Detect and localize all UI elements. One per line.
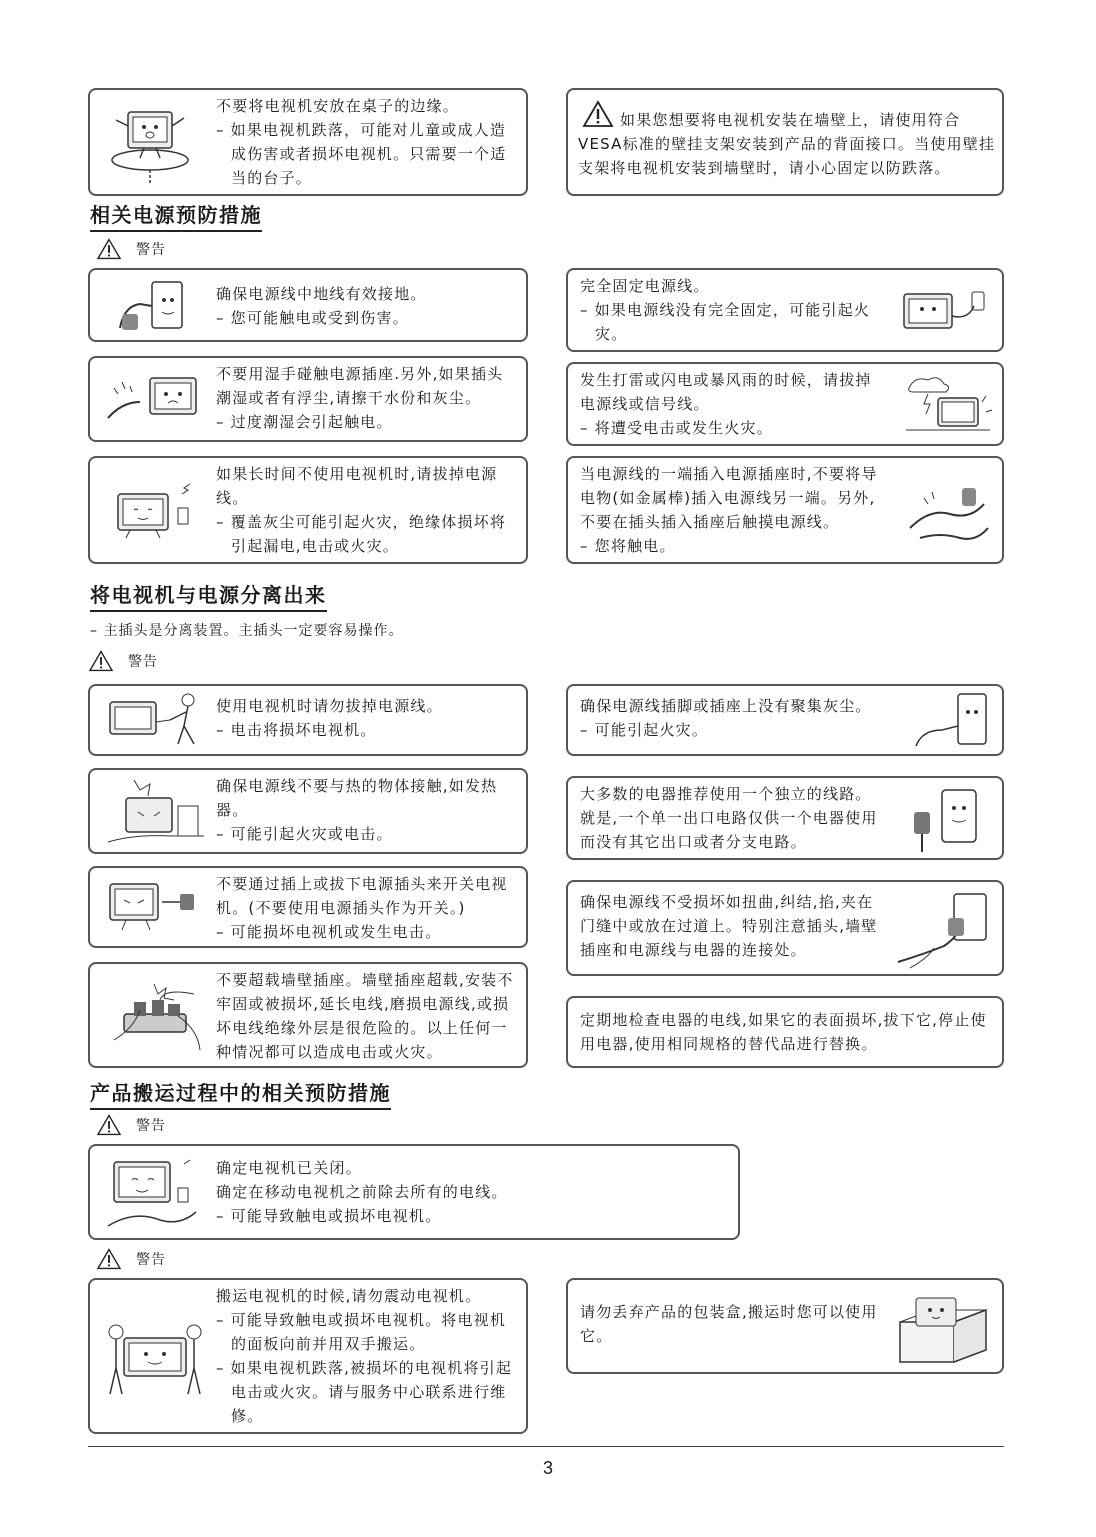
text-line: 确保电源线不要与热的物体接触,如发热器。 bbox=[216, 777, 498, 819]
section-title: 相关电源预防措施 bbox=[90, 202, 262, 232]
two-people-carrying-tv-illustration bbox=[102, 1314, 208, 1404]
text-line: 确定在移动电视机之前除去所有的电线。 bbox=[216, 1183, 508, 1201]
text-line: 确保电源线中地线有效接地。 bbox=[216, 285, 427, 303]
warning-text: 警告 bbox=[136, 1252, 166, 1268]
s2-box-text bbox=[580, 782, 884, 854]
text-line: – 可能导致触电或损坏电视机。将电视机的面板向前并用双手搬运。 bbox=[216, 1311, 507, 1353]
s1-box-text bbox=[580, 274, 880, 346]
intro-right-text bbox=[578, 108, 996, 180]
wet-hand-tv-illustration bbox=[104, 368, 204, 434]
tv-on-table-illustration bbox=[104, 98, 196, 186]
s1-box-text bbox=[216, 282, 516, 330]
text-line: 不要将电视机安放在桌子的边缘。 bbox=[216, 97, 460, 115]
text-line: 确定电视机已关闭。 bbox=[216, 1159, 362, 1177]
text-line: – 过度潮湿会引起触电。 bbox=[216, 413, 393, 431]
page-number: 3 bbox=[542, 1458, 553, 1478]
text-line: – 电击将损坏电视机。 bbox=[216, 721, 377, 739]
tv-cables-removed-illustration bbox=[104, 1154, 204, 1234]
s1-box-text bbox=[580, 462, 886, 558]
s2-box-cord-damage bbox=[566, 880, 1004, 976]
text-line: 不要通过插上或拔下电源插头来开关电视机。(不要使用电源插头作为开关。) bbox=[216, 875, 508, 917]
text-line: 确保电源线插脚或插座上没有聚集灰尘。 bbox=[580, 697, 872, 715]
section-note: – 主插头是分离装置。主插头一定要容易操作。 bbox=[90, 623, 404, 639]
plug-socket-illustration bbox=[112, 276, 192, 338]
text-line: 不要用湿手碰触电源插座.另外,如果插头潮湿或者有浮尘,请擦干水份和灰尘。 bbox=[216, 365, 504, 407]
text-line: – 如果电源线没有完全固定，可能引起火灾。 bbox=[580, 301, 871, 343]
text-line: 不要超载墙壁插座。墙壁插座超载,安装不牢固或被损坏,延长电线,磨损电源线,或损坏电线绝缘外层是很危险的。以上任何一种情况都可以造成电击或火灾。 bbox=[216, 971, 514, 1061]
s2-box-text bbox=[580, 890, 888, 962]
text-line: 使用电视机时请勿拔掉电源线。 bbox=[216, 697, 443, 715]
warning-triangle-icon bbox=[96, 238, 122, 260]
text-line: – 可能导致触电或损坏电视机。 bbox=[216, 1207, 442, 1225]
s2-box-no-unplug bbox=[88, 684, 528, 756]
s1-box-unplug-long bbox=[88, 456, 528, 564]
s3-box-text bbox=[216, 1284, 518, 1428]
person-unplugging-tv-illustration bbox=[104, 690, 204, 752]
warning-label bbox=[96, 238, 166, 260]
warning-triangle-icon bbox=[96, 1248, 122, 1270]
s2-box-heat bbox=[88, 768, 528, 854]
text-line: – 将遭受电击或发生火灾。 bbox=[580, 419, 773, 437]
warning-triangle-icon bbox=[88, 650, 114, 672]
text-line: – 如果电视机跌落，可能对儿童或成人造成伤害或者损坏电视机。只需要一个适当的台子。 bbox=[216, 121, 507, 187]
tv-in-box-illustration bbox=[894, 1292, 996, 1364]
s1-box-grounding bbox=[88, 268, 528, 342]
s1-box-secure-cord bbox=[566, 268, 1004, 352]
plug-outlet-illustration bbox=[906, 784, 994, 856]
text-line: 确保电源线不受损坏如扭曲,纠结,掐,夹在门缝中或放在过道上。特别注意插头,墙壁插座和电源线与电器的连接处。 bbox=[580, 893, 878, 959]
text-line: – 可能损坏电视机或发生电击。 bbox=[216, 923, 442, 941]
warning-text: 警告 bbox=[128, 654, 158, 670]
s3-box-keep-packaging bbox=[566, 1278, 1004, 1374]
warning-label bbox=[96, 1114, 166, 1136]
s1-box-text bbox=[216, 462, 516, 558]
s3-box-carry-tv bbox=[88, 1278, 528, 1434]
warning-label bbox=[96, 1248, 166, 1270]
intro-left-text bbox=[216, 94, 516, 190]
s2-box-text bbox=[216, 774, 516, 846]
tv-cord-illustration bbox=[896, 280, 992, 342]
s3-box-power-off bbox=[88, 1144, 740, 1240]
text-line: 请勿丢弃产品的包装盒,搬运时您可以使用它。 bbox=[580, 1303, 878, 1345]
s2-box-dust bbox=[566, 684, 1004, 756]
intro-right-box bbox=[566, 88, 1004, 196]
pinched-cord-illustration bbox=[894, 888, 998, 972]
text-line: 如果您想要将电视机安装在墙壁上，请使用符合VESA标准的壁挂支架安装到产品的背面接口。当使用壁挂支架将电视机安装到墙壁时，请小心固定以防跌落。 bbox=[578, 111, 996, 177]
warning-text: 警告 bbox=[136, 1118, 166, 1134]
tv-plug-switch-illustration bbox=[106, 878, 206, 938]
s2-box-text bbox=[216, 872, 516, 944]
s2-box-text bbox=[216, 968, 518, 1064]
warning-label bbox=[88, 650, 158, 672]
section-title: 将电视机与电源分离出来 bbox=[90, 582, 327, 612]
warning-triangle-icon bbox=[96, 1114, 122, 1136]
text-line: 当电源线的一端插入电源插座时,不要将导电物(如金属棒)插入电源线另一端。另外,不要在插头插入插座后触摸电源线。 bbox=[580, 465, 878, 531]
s1-box-wet-hands bbox=[88, 356, 528, 442]
s1-box-conductive bbox=[566, 456, 1004, 564]
text-line: 如果长时间不使用电视机时,请拔掉电源线。 bbox=[216, 465, 498, 507]
text-line: – 如果电视机跌落,被损坏的电视机将引起电击或火灾。请与服务中心联系进行维修。 bbox=[216, 1359, 513, 1425]
s2-box-overload bbox=[88, 962, 528, 1068]
s1-box-thunderstorm bbox=[566, 362, 1004, 446]
warning-text: 警告 bbox=[136, 242, 166, 258]
text-line: – 覆盖灰尘可能引起火灾，绝缘体损坏将引起漏电,电击或火灾。 bbox=[216, 513, 507, 555]
s1-box-text bbox=[216, 362, 516, 434]
s3-box-text bbox=[216, 1156, 716, 1228]
s2-box-text bbox=[216, 694, 516, 742]
s1-box-text bbox=[580, 368, 880, 440]
dusty-socket-illustration bbox=[912, 690, 996, 752]
text-line: – 可能引起火灾或电击。 bbox=[216, 825, 393, 843]
text-line: – 您将触电。 bbox=[580, 537, 676, 555]
intro-left-box bbox=[88, 88, 528, 196]
cord-metal-rod-illustration bbox=[900, 478, 996, 548]
storm-tv-illustration bbox=[902, 372, 994, 438]
text-line: 大多数的电器推荐使用一个独立的线路。就是,一个单一出口电路仅供一个电器使用而没有其它出口或者分支电路。 bbox=[580, 785, 878, 851]
s3-box-text bbox=[580, 1300, 890, 1348]
text-line: 定期地检查电器的电线,如果它的表面损坏,拔下它,停止使用电器,使用相同规格的替代品进行替换。 bbox=[580, 1011, 987, 1053]
footer-divider bbox=[88, 1446, 1004, 1447]
s2-box-text bbox=[580, 1008, 1000, 1056]
overloaded-outlet-illustration bbox=[104, 980, 204, 1054]
text-line: 完全固定电源线。 bbox=[580, 277, 710, 295]
s2-box-dedicated-circuit bbox=[566, 776, 1004, 860]
section-title: 产品搬运过程中的相关预防措施 bbox=[90, 1080, 391, 1110]
s2-box-inspect-cord bbox=[566, 996, 1004, 1068]
text-line: – 可能引起火灾。 bbox=[580, 721, 709, 739]
s2-box-text bbox=[580, 694, 890, 742]
heater-tv-illustration bbox=[104, 776, 210, 850]
text-line: 发生打雷或闪电或暴风雨的时候，请拔掉电源线或信号线。 bbox=[580, 371, 872, 413]
s2-box-no-switch bbox=[88, 866, 528, 948]
text-line: 搬运电视机的时候,请勿震动电视机。 bbox=[216, 1287, 482, 1305]
tv-unplugged-illustration bbox=[106, 478, 202, 546]
text-line: – 您可能触电或受到伤害。 bbox=[216, 309, 409, 327]
